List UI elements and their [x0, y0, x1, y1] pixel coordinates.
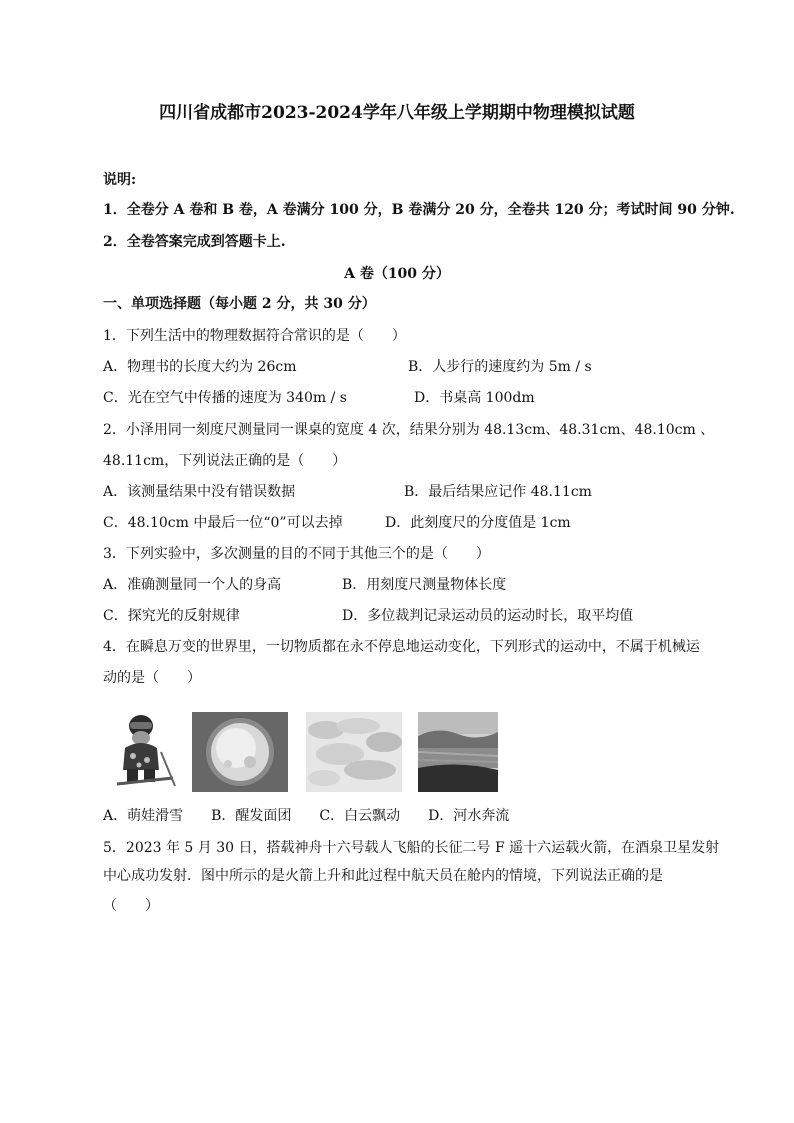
q4-options: A．萌娃滑雪 B．醒发面团 C．白云飘动 D．河水奔流 [103, 808, 510, 824]
part-1-heading: 一、单项选择题（每小题 2 分，共 30 分） [103, 296, 376, 312]
q2-stem-line-1: 2．小泽用同一刻度尺测量同一课桌的宽度 4 次，结果分别为 48.13cm、48.31cm、48.10cm 、 [103, 422, 715, 438]
notes-item-1: 1．全卷分 A 卷和 B 卷，A 卷满分 100 分，B 卷满分 20 分，全卷共 120 分；考试时间 90 分钟. [103, 202, 735, 218]
q5-stem-line-2: 中心成功发射．图中所示的是火箭上升和此过程中航天员在舱内的情境，下列说法正确的是 [103, 868, 663, 884]
q2-option-d: D．此刻度尺的分度值是 1cm [385, 515, 571, 531]
q4-stem-line-1: 4．在瞬息万变的世界里，一切物质都在永不停息地运动变化，下列形式的运动中，不属于机械运 [103, 639, 700, 655]
section-a-heading: A 卷（100 分） [344, 266, 450, 282]
q1-stem: 1．下列生活中的物理数据符合常识的是（ ） [103, 328, 406, 344]
q4-stem-line-2: 动的是（ ） [103, 670, 201, 686]
notes-heading: 说明: [103, 172, 137, 188]
q2-option-c: C．48.10cm 中最后一位“0”可以去掉 [103, 515, 343, 531]
q1-option-d: D．书桌高 100dm [414, 390, 535, 406]
notes-item-2: 2．全卷答案完成到答题卡上. [103, 234, 286, 250]
q2-option-a: A．该测量结果中没有错误数据 [103, 484, 296, 500]
page-title: 四川省成都市2023-2024学年八年级上学期期中物理模拟试题 [159, 103, 635, 123]
river-image [418, 712, 498, 792]
q3-option-d: D．多位裁判记录运动员的运动时长，取平均值 [342, 608, 634, 624]
skiing-child-image [113, 712, 179, 792]
q3-option-a: A．准确测量同一个人的身高 [103, 577, 282, 593]
q3-stem: 3．下列实验中，多次测量的目的不同于其他三个的是（ ） [103, 546, 490, 562]
clouds-image [306, 712, 402, 792]
q2-option-b: B．最后结果应记作 48.11cm [404, 484, 592, 500]
q1-option-a: A．物理书的长度大约为 26cm [103, 359, 297, 375]
q3-option-b: B．用刻度尺测量物体长度 [342, 577, 507, 593]
q3-option-c: C．探究光的反射规律 [103, 608, 240, 624]
q2-stem-line-2: 48.11cm，下列说法正确的是（ ） [103, 453, 347, 469]
dough-bowl-image [192, 712, 288, 792]
q5-stem-line-1: 5．2023 年 5 月 30 日，搭载神舟十六号载人飞船的长征二号 F 遥十六运载火箭，在酒泉卫星发射 [103, 840, 720, 856]
q5-stem-line-3: （ ） [103, 898, 159, 914]
q1-option-c: C．光在空气中传播的速度为 340m / s [103, 390, 347, 406]
q1-option-b: B．人步行的速度约为 5m / s [408, 359, 592, 375]
